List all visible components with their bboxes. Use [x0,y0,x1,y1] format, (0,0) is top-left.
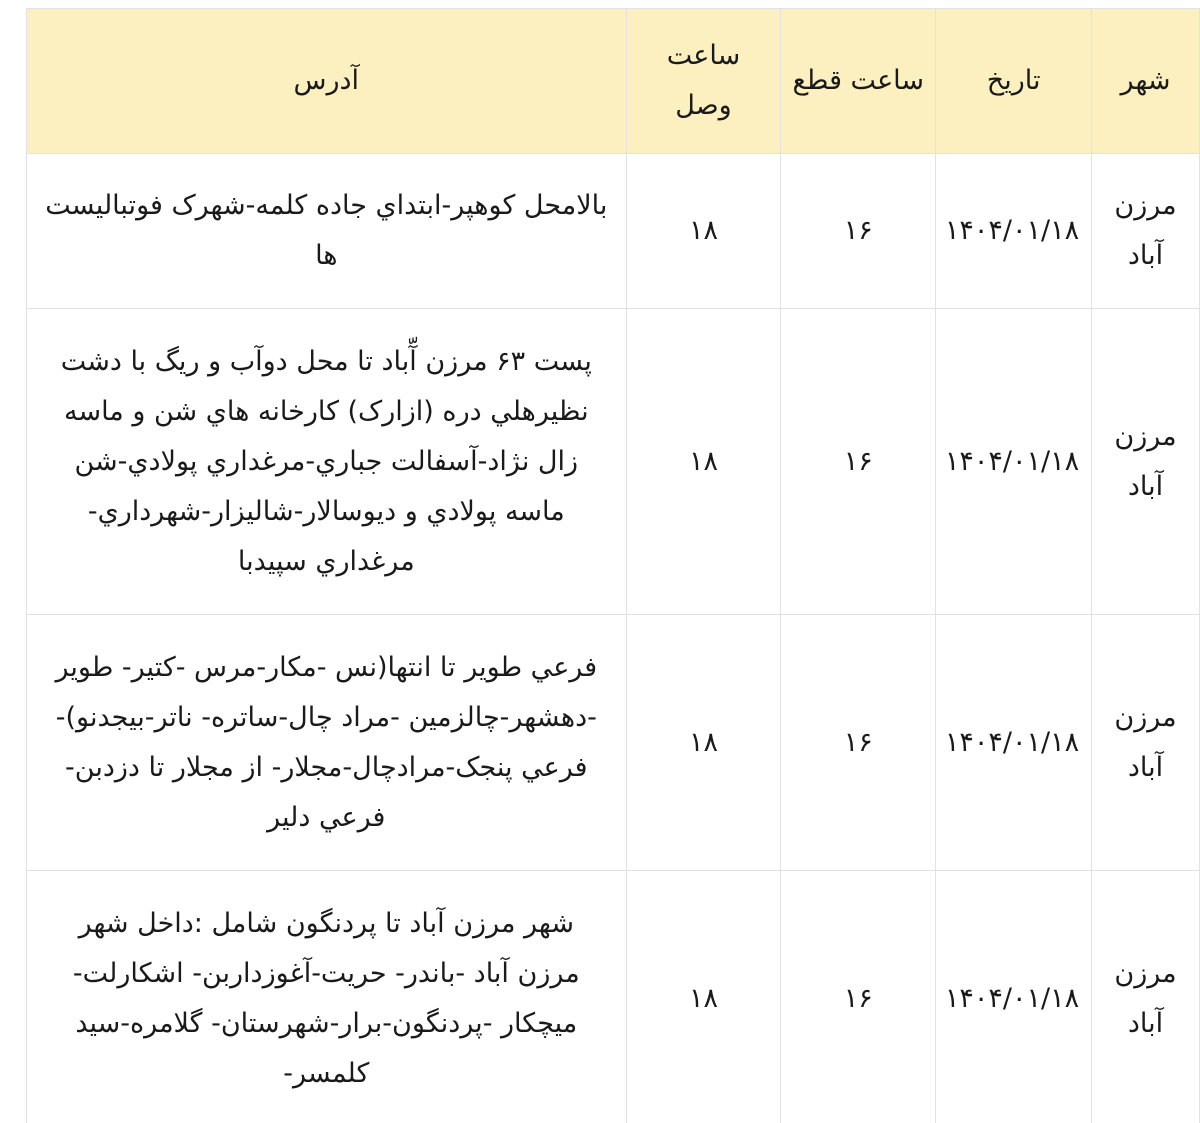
cell-cut-time: ۱۶ [781,615,936,871]
table-row [27,871,1200,1123]
table-row [27,309,1200,615]
cell-city: مرزن آباد [1092,615,1200,871]
cell-address: فرعي طوير تا انتها(نس -مکار-مرس -کتير- طوير -دهشهر-چالزمين -مراد چال-ساتره- ناتر-بيجدنو)- فرعي پنجک-مرادچال-مجلار- از مجلار تا دزدبن-فرعي دلير [27,615,627,871]
table-row [27,154,1200,309]
outage-table-container [26,8,1200,1123]
header-cut-time: ساعت قطع [781,9,936,154]
cell-address: بالامحل کوهپر-ابتداي جاده کلمه-شهرک فوتبالیست ها [27,154,627,309]
cell-cut-time: ۱۶ [781,871,936,1123]
cell-date: ۱۴۰۴/۰۱/۱۸ [936,154,1092,309]
header-connect-time: ساعت وصل [626,9,781,154]
table-header [27,9,1200,154]
cell-connect-time: ۱۸ [626,309,781,615]
cell-connect-time: ۱۸ [626,154,781,309]
header-date: تاریخ [936,9,1092,154]
header-address: آدرس [27,9,627,154]
cell-date: ۱۴۰۴/۰۱/۱۸ [936,871,1092,1123]
table-row [27,615,1200,871]
cell-city: مرزن آباد [1092,309,1200,615]
cell-date: ۱۴۰۴/۰۱/۱۸ [936,615,1092,871]
cell-city: مرزن آباد [1092,871,1200,1123]
table-body [27,154,1200,1123]
cell-date: ۱۴۰۴/۰۱/۱۸ [936,309,1092,615]
cell-connect-time: ۱۸ [626,871,781,1123]
cell-city: مرزن آباد [1092,154,1200,309]
cell-connect-time: ۱۸ [626,615,781,871]
cell-cut-time: ۱۶ [781,154,936,309]
power-outage-table [26,8,1200,1123]
cell-address: پست ۶۳ مرزن آّباد تا محل دوآب و ريگ با دشت نظيرهلي دره (ازارک) کارخانه هاي شن و ماسه زال نژاد-آسفالت جباري-مرغداري پولادي-شن ماسه پولادي و ديوسالار-شاليزار-شهرداري-مرغداري سپيدبا [27,309,627,615]
header-row [27,9,1200,154]
cell-cut-time: ۱۶ [781,309,936,615]
header-city: شهر [1092,9,1200,154]
cell-address: شهر مرزن آباد تا پردنگون شامل :داخل شهر مرزن آباد -باندر- حريت-آغوزداربن- اشکارلت-ميچکار -پردنگون-برار-شهرستان- گلامره-سيد کلمسر- [27,871,627,1123]
